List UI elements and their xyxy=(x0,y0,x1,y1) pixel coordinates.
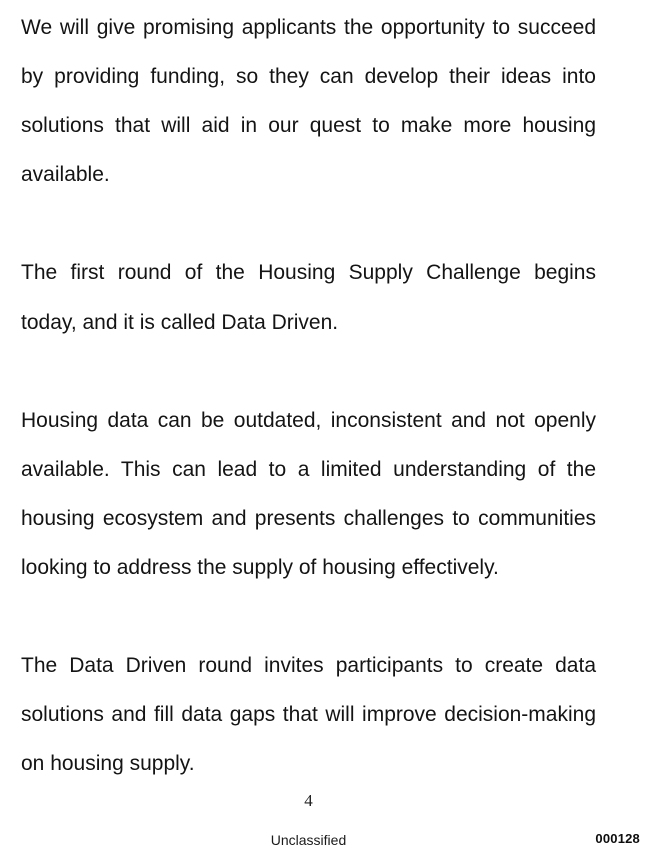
text-line: The Data Driven round invites participants to create data xyxy=(21,654,596,678)
classification-footer: Unclassified xyxy=(270,832,347,848)
document-body xyxy=(21,3,596,789)
text-line: We will give promising applicants the opportunity to succeed xyxy=(21,16,596,39)
text-line: on housing supply. xyxy=(21,752,195,776)
paragraph xyxy=(21,396,596,592)
page-number: 4 xyxy=(304,791,313,810)
text-line: looking to address the supply of housing effectively. xyxy=(21,556,499,580)
text-line: solutions and fill data gaps that will improve decision-making xyxy=(21,703,596,727)
text-line: The first round of the Housing Supply Challenge begins xyxy=(21,261,596,285)
text-line: by providing funding, so they can develop their ideas into xyxy=(21,65,596,89)
paragraph xyxy=(21,3,596,199)
text-line: Housing data can be outdated, inconsistent and not openly xyxy=(21,408,596,432)
text-line: available. This can lead to a limited understanding of the xyxy=(21,457,596,481)
text-line: available. xyxy=(21,163,110,187)
text-line: today, and it is called Data Driven. xyxy=(21,310,339,334)
bates-number-stamp: 000128 xyxy=(595,831,640,846)
text-line: solutions that will aid in our quest to make more housing xyxy=(21,114,596,138)
paragraph xyxy=(21,248,596,346)
paragraph xyxy=(21,641,596,788)
text-line: housing ecosystem and presents challenges to communities xyxy=(21,506,596,530)
